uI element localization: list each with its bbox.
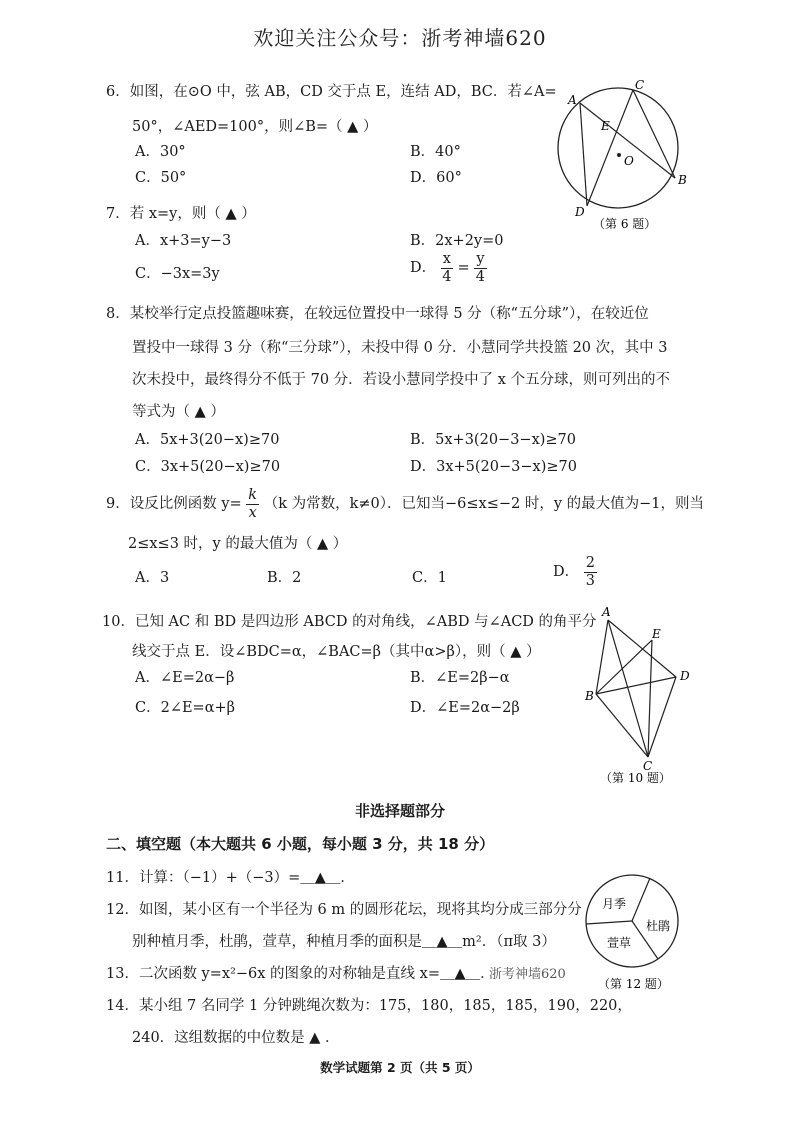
q9-option-a: A．3 <box>135 570 170 586</box>
q10-bisector-be <box>596 640 652 694</box>
q8-stem-line3: 次未投中，最终得分不低于 70 分．若设小慧同学投中了 x 个五分球，则可列出的不 <box>132 372 671 388</box>
q9-fraction-numerator: k <box>248 487 258 503</box>
q12-label-yueji: 月季 <box>602 897 627 911</box>
q6-option-c: C．50° <box>135 170 187 186</box>
q10-label-b: B <box>585 689 594 703</box>
q10-label-d: D <box>680 669 690 683</box>
q7-option-d <box>410 252 487 284</box>
q7-option-d-equals: = <box>457 260 470 276</box>
q10-segment-ac <box>608 620 648 757</box>
page-footer: 数学试题第 2 页（共 5 页） <box>320 1060 480 1075</box>
q12-divider-left <box>586 921 632 924</box>
question-11: 11．计算：（−1）+（−3）=＿▲＿． <box>106 870 355 886</box>
q6-label-c: C <box>635 78 645 92</box>
q6-figure <box>555 78 695 238</box>
q10-option-c: C．2∠E=α+β <box>135 700 236 716</box>
q6-segment-bc <box>633 90 675 178</box>
q7-option-a: A．x+3=y−3 <box>135 233 232 249</box>
q12-label-xuancao: 萱草 <box>607 936 632 950</box>
part2-title: 二、填空题（本大题共 6 小题，每小题 3 分，共 18 分） <box>106 835 495 853</box>
q9-option-c: C．1 <box>412 570 447 586</box>
q6-label-d: D <box>575 205 585 219</box>
q9-option-d-prefix: D． <box>553 564 580 580</box>
q9-stem-prefix: 9．设反比例函数 y= <box>106 496 242 512</box>
q7-d-right-denominator: 4 <box>475 268 486 285</box>
q10-bisector-ce <box>648 640 652 757</box>
q7-d-left-numerator: x <box>442 251 451 267</box>
q12-stem-line1: 12．如图，某小区有一个半径为 6 m 的圆形花坛，现将其均分成三部分分 <box>106 902 582 918</box>
q8-stem-line2: 置投中一球得 3 分（称“三分球”），未投中得 0 分．小慧同学共投篮 20 次，其中 3 <box>132 340 668 356</box>
q6-option-a: A．30° <box>135 144 186 160</box>
q8-option-a: A．5x+3(20−x)≥70 <box>135 432 280 448</box>
q9-stem-suffix: （k 为常数，k≠0）．已知当−6≤x≤−2 时，y 的最大值为−1，则当 <box>263 496 705 512</box>
q10-figure <box>582 602 702 787</box>
q10-segment-cd <box>648 677 676 757</box>
q6-option-d: D．60° <box>410 170 462 186</box>
q6-chord-cd <box>587 90 633 206</box>
q9-stem-line2: 2≤x≤3 时，y 的最大值为（ ▲ ） <box>128 536 348 552</box>
q10-stem-line1: 10．已知 AC 和 BD 是四边形 ABCD 的对角线，∠ABD 与∠ACD 的角平分 <box>102 614 597 630</box>
q6-option-b: B．40° <box>410 144 461 160</box>
q10-label-c: C <box>643 759 653 773</box>
q7-stem: 7．若 x=y，则（ ▲ ） <box>106 206 256 222</box>
q7-d-right-numerator: y <box>476 251 485 267</box>
q12-stem-line2: 别种植月季，杜鹃，萱草，种植月季的面积是＿▲＿m²．（π取 3） <box>132 934 556 950</box>
q10-option-b: B．∠E=2β−α <box>410 670 510 686</box>
q6-center-dot <box>617 153 621 157</box>
q7-option-d-right-fraction <box>474 252 486 284</box>
q10-label-e: E <box>652 627 661 641</box>
q7-option-d-left-fraction <box>441 252 453 284</box>
q12-divider-top <box>632 878 650 921</box>
q10-segment-ab <box>596 620 608 694</box>
q9-d-numerator: 2 <box>585 555 595 571</box>
q8-option-c: C．3x+5(20−x)≥70 <box>135 459 281 475</box>
q8-stem-line4: 等式为（ ▲ ） <box>132 404 225 420</box>
page-header: 欢迎关注公众号：浙考神墙620 <box>253 26 547 50</box>
q9-d-denominator: 3 <box>585 572 595 589</box>
q10-label-a: A <box>602 605 611 619</box>
q9-stem-line1 <box>106 488 704 520</box>
section-title: 非选择题部分 <box>354 802 445 820</box>
q6-segment-ad <box>580 103 587 206</box>
q6-stem-line1: 6．如图，在⊙O 中，弦 AB，CD 交于点 E，连结 AD，BC．若∠A= <box>106 84 557 100</box>
q10-caption: （第 10 题） <box>600 771 671 785</box>
q12-caption: （第 12 题） <box>598 977 669 991</box>
q12-label-dujuan: 杜鹃 <box>646 919 671 933</box>
q6-stem-line2: 50°，∠AED=100°，则∠B=（ ▲ ） <box>132 119 378 135</box>
q6-label-e: E <box>601 119 610 133</box>
question-13: 13．二次函数 y=x²−6x 的图象的对称轴是直线 x=＿▲＿． <box>106 966 495 982</box>
q7-option-b: B．2x+2y=0 <box>410 233 504 249</box>
q8-option-b: B．5x+3(20−3−x)≥70 <box>410 432 576 448</box>
q10-option-d: D．∠E=2α−2β <box>410 700 520 716</box>
q9-option-b: B．2 <box>267 570 302 586</box>
q8-option-d: D．3x+5(20−3−x)≥70 <box>410 459 577 475</box>
q8-stem-line1: 8．某校举行定点投篮趣味赛，在较远位置投中一球得 5 分（称“五分球”），在较近位 <box>106 306 649 322</box>
q10-stem-line2: 线交于点 E．设∠BDC=α，∠BAC=β（其中α>β），则（ ▲ ） <box>132 644 541 660</box>
q9-option-d-fraction <box>584 556 597 588</box>
q14-stem-line2: 240．这组数据的中位数是 ▲ ． <box>132 1030 340 1046</box>
q10-segment-bc <box>596 694 648 757</box>
q12-figure <box>580 866 690 996</box>
q6-label-o: O <box>624 154 634 168</box>
q7-option-c: C．−3x=3y <box>135 266 220 282</box>
q10-segment-bd <box>596 677 676 694</box>
watermark-text: 浙考神墙620 <box>489 967 566 982</box>
q9-fraction-denominator: x <box>248 504 257 521</box>
q9-function-fraction <box>246 488 259 520</box>
q7-option-d-prefix: D． <box>410 260 437 276</box>
q7-d-left-denominator: 4 <box>442 268 452 285</box>
q14-stem-line1: 14．某小组 7 名同学 1 分钟跳绳次数为：175，180，185，185，190，220， <box>106 998 632 1014</box>
q9-option-d <box>553 556 597 588</box>
q6-label-b: B <box>678 173 687 187</box>
q6-caption: （第 6 题） <box>593 217 657 231</box>
q6-label-a: A <box>568 93 577 107</box>
q10-segment-ad <box>608 620 676 677</box>
q10-option-a: A．∠E=2α−β <box>135 670 235 686</box>
